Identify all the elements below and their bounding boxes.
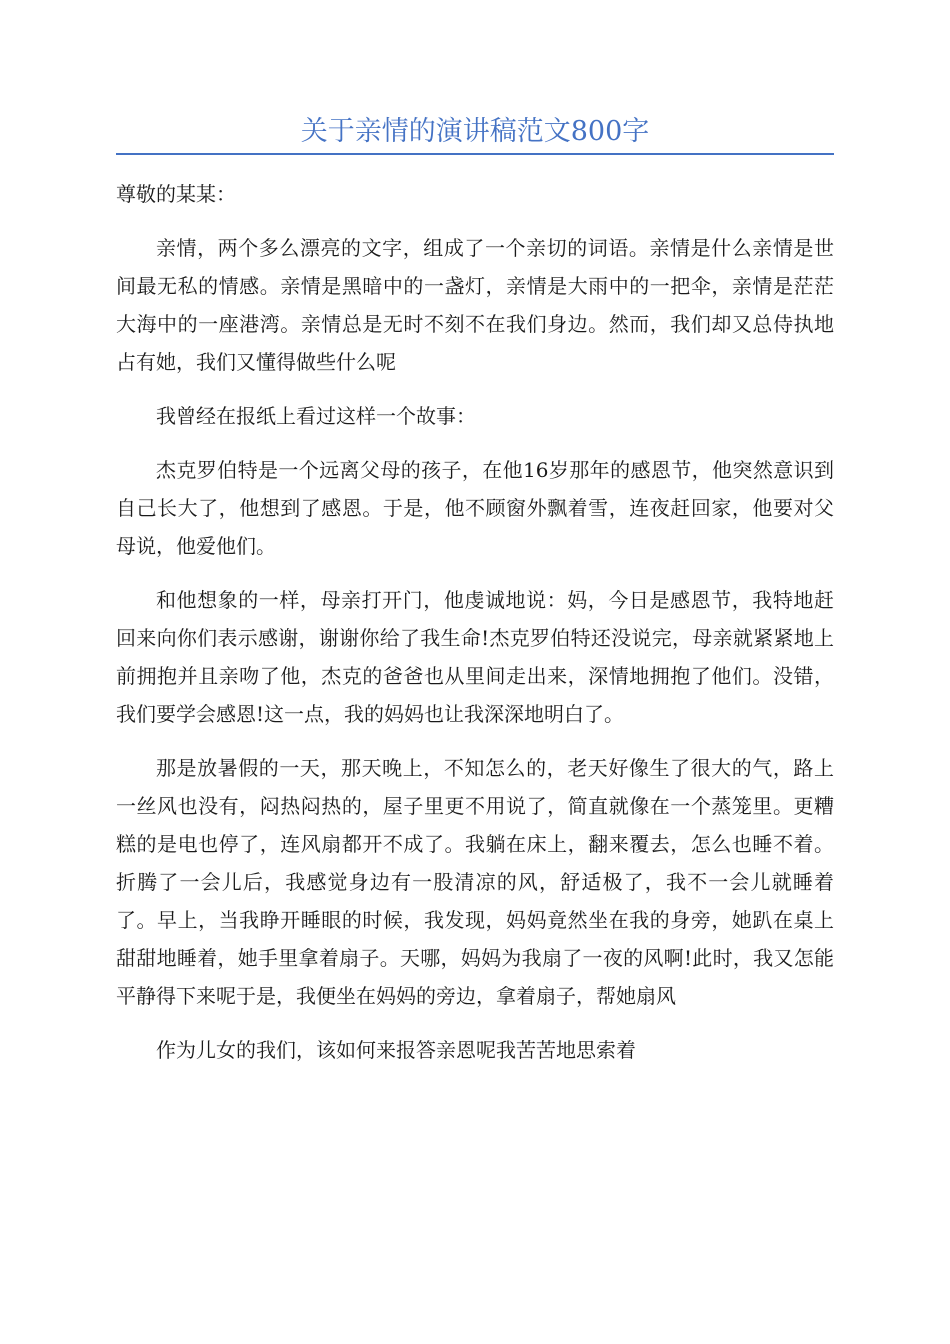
paragraph-5: 那是放暑假的一天，那天晚上，不知怎么的，老天好像生了很大的气，路上一丝风也没有，闷热闷热的，屋子里更不用说了，简直就像在一个蒸笼里。更糟糕的是电也停了，连风扇都开不成了。我躺在床上，翻来覆去，怎么也睡不着。折腾了一会儿后，我感觉身边有一股清凉的风，舒适极了，我不一会儿就睡着了。早上，当我睁开睡眼的时候，我发现，妈妈竟然坐在我的身旁，她趴在桌上甜甜地睡着，她手里拿着扇子。天哪，妈妈为我扇了一夜的风啊!此时，我又怎能平静得下来呢于是，我便坐在妈妈的旁边，拿着扇子，帮她扇风 (116, 756, 834, 1008)
document-title: 关于亲情的演讲稿范文800字 (300, 116, 650, 147)
paragraph-4: 和他想象的一样，母亲打开门，他虔诚地说：妈，今日是感恩节，我特地赶回来向你们表示感谢，谢谢你给了我生命!杰克罗伯特还没说完，母亲就紧紧地上前拥抱并且亲吻了他，杰克的爸爸也从里间走出来，深情地拥抱了他们。没错，我们要学会感恩!这一点，我的妈妈也让我深深地明白了。 (116, 588, 834, 726)
title-underline (116, 153, 834, 155)
paragraph-6: 作为儿女的我们，该如何来报答亲恩呢我苦苦地思索着 (156, 1038, 636, 1062)
paragraph-3: 杰克罗伯特是一个远离父母的孩子，在他16岁那年的感恩节，他突然意识到自己长大了，他想到了感恩。于是，他不顾窗外飘着雪，连夜赶回家，他要对父母说，他爱他们。 (116, 458, 834, 558)
paragraph-1: 亲情，两个多么漂亮的文字，组成了一个亲切的词语。亲情是什么亲情是世间最无私的情感。亲情是黑暗中的一盏灯，亲情是大雨中的一把伞，亲情是茫茫大海中的一座港湾。亲情总是无时不刻不在我们身边。然而，我们却又总侍执地占有她，我们又懂得做些什么呢 (116, 236, 834, 374)
document-body (116, 175, 834, 1085)
paragraph-2: 我曾经在报纸上看过这样一个故事： (156, 404, 476, 428)
greeting-line: 尊敬的某某： (116, 182, 236, 206)
